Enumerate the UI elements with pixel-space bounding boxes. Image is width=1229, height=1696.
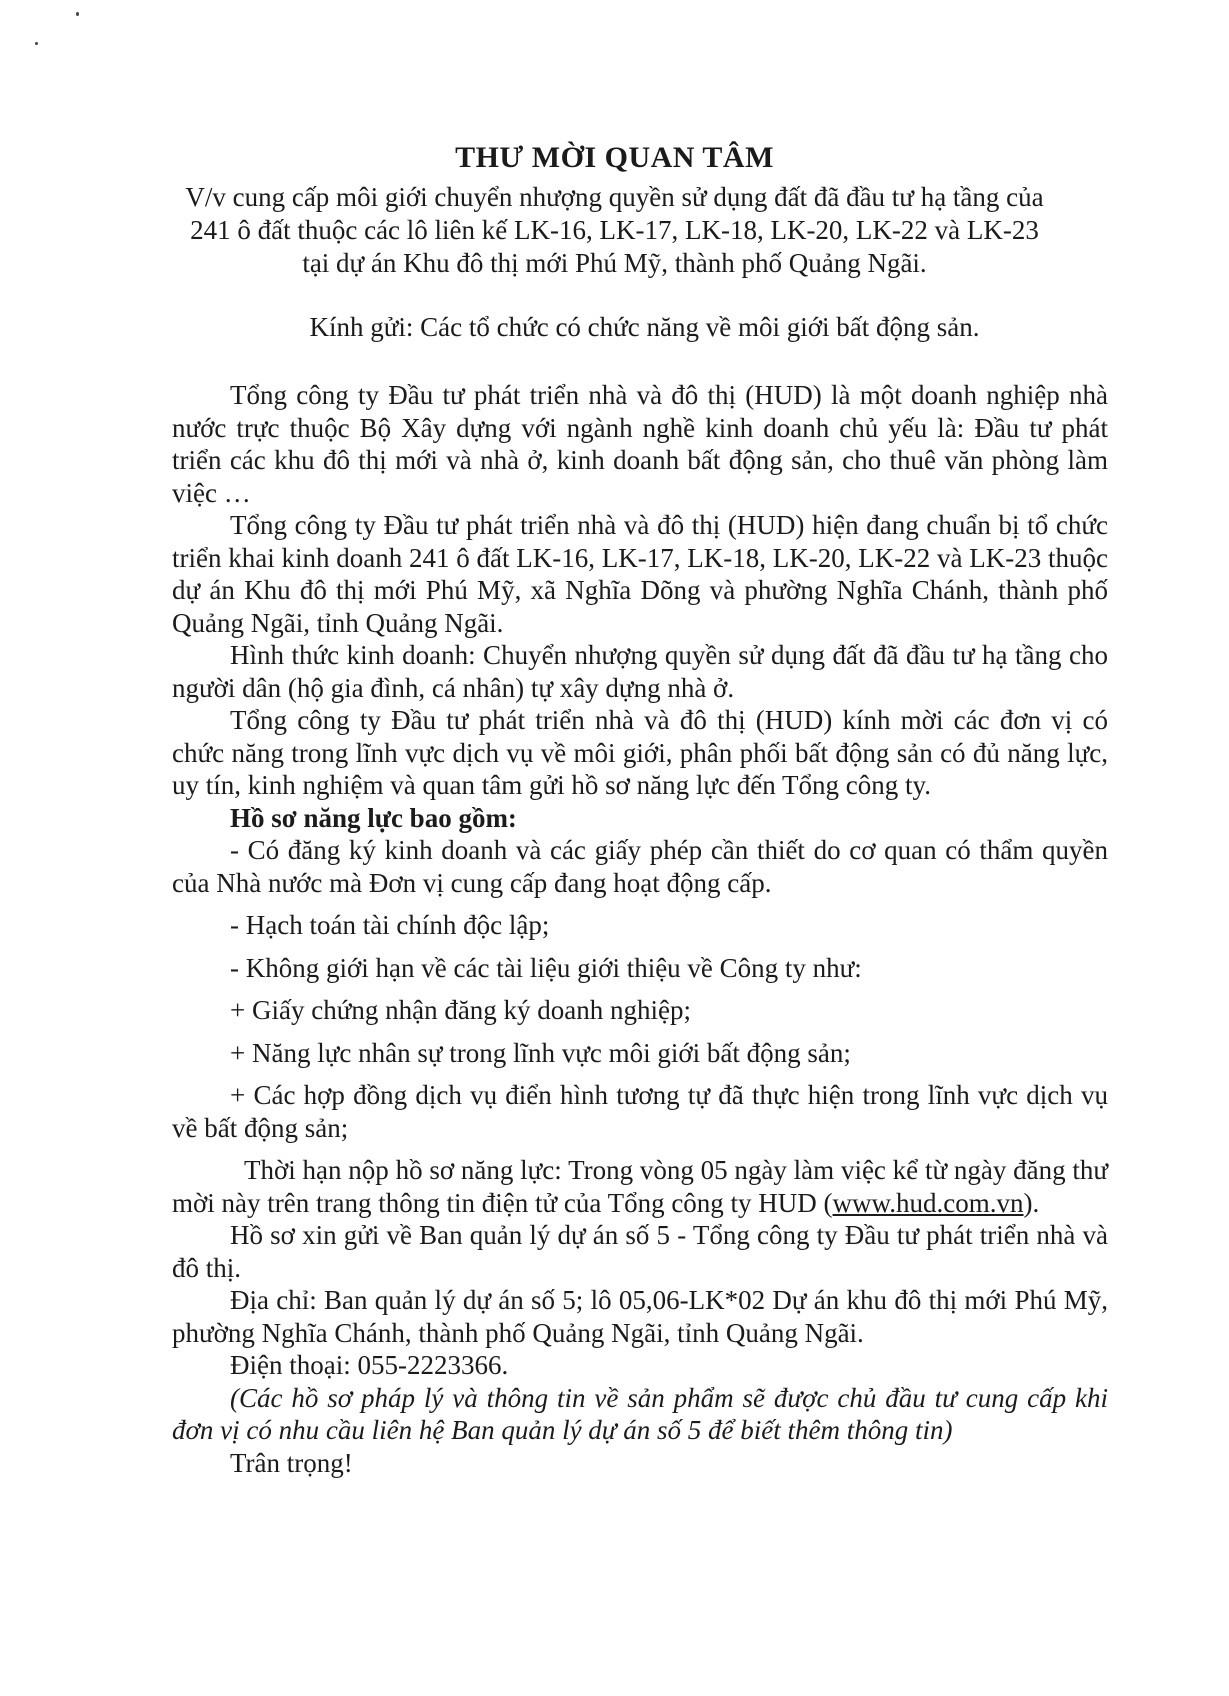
scan-speck: [76, 12, 79, 16]
document-title: THƯ MỜI QUAN TÂM: [455, 141, 774, 174]
phone-paragraph: Điện thoại: 055-2223366.: [230, 1350, 509, 1380]
recipient-line: Kính gửi: Các tổ chức có chức năng về môi giới bất động sản.: [309, 312, 980, 342]
letter-body: [172, 379, 1108, 1479]
address-paragraph: Địa chỉ: Ban quản lý dự án số 5; lô 05,06-LK*02 Dự án khu đô thị mới Phú Mỹ, phường Nghĩa Chánh, thành phố Quảng Ngãi, tỉnh Quảng Ngãi.: [172, 1285, 1108, 1348]
business-form-paragraph: Hình thức kinh doanh: Chuyển nhượng quyền sử dụng đất đã đầu tư hạ tầng cho người dân (hộ gia đình, cá nhân) tự xây dựng nhà ở.: [172, 640, 1108, 703]
subject-line: tại dự án Khu đô thị mới Phú Mỹ, thành phố Quảng Ngãi.: [302, 248, 927, 278]
deadline-end: ).: [1023, 1187, 1040, 1218]
requirement-item: + Giấy chứng nhận đăng ký doanh nghiệp;: [230, 995, 692, 1025]
business-paragraph: Tổng công ty Đầu tư phát triển nhà và đô thị (HUD) hiện đang chuẩn bị tổ chức triển khai kinh doanh 241 ô đất LK-16, LK-17, LK-18, LK-20, LK-22 và LK-23 thuộc dự án Khu đô thị mới Phú Mỹ, xã Nghĩa Dõng và phường Nghĩa Chánh, thành phố Quảng Ngãi, tỉnh Quảng Ngãi.: [172, 510, 1108, 638]
closing-line: Trân trọng!: [230, 1447, 353, 1478]
requirement-item: - Hạch toán tài chính độc lập;: [230, 910, 550, 940]
requirements-heading: Hồ sơ năng lực bao gồm:: [230, 802, 517, 833]
submit-paragraph: Hồ sơ xin gửi về Ban quản lý dự án số 5 - Tổng công ty Đầu tư phát triển nhà và đô thị.: [172, 1220, 1108, 1283]
note-paragraph: (Các hồ sơ pháp lý và thông tin về sản phẩm sẽ được chủ đầu tư cung cấp khi đơn vị có nhu cầu liên hệ Ban quản lý dự án số 5 để biết thêm thông tin): [172, 1382, 1108, 1445]
deadline-paragraph: [172, 1154, 1108, 1219]
requirement-item: - Có đăng ký kinh doanh và các giấy phép cần thiết do cơ quan có thẩm quyền của Nhà nước mà Đơn vị cung cấp đang hoạt động cấp.: [172, 835, 1108, 898]
requirement-item: + Các hợp đồng dịch vụ điển hình tương tự đã thực hiện trong lĩnh vực dịch vụ về bất động sản;: [172, 1080, 1108, 1143]
subject-line: V/v cung cấp môi giới chuyển nhượng quyền sử dụng đất đã đầu tư hạ tầng của: [185, 182, 1044, 212]
scan-speck: [35, 42, 38, 45]
requirement-item: - Không giới hạn về các tài liệu giới thiệu về Công ty như:: [230, 952, 862, 983]
subject-line: 241 ô đất thuộc các lô liên kế LK-16, LK-17, LK-18, LK-20, LK-22 và LK-23: [190, 215, 1039, 245]
website-link[interactable]: www.hud.com.vn: [832, 1187, 1024, 1218]
subject-block: [0, 181, 1229, 280]
requirement-item: + Năng lực nhân sự trong lĩnh vực môi giới bất động sản;: [230, 1037, 851, 1068]
deadline-text: Thời hạn nộp hồ sơ năng lực: Trong vòng 05 ngày làm việc kể từ ngày đăng thư mời này trên trang thông tin điện tử của Tổng công ty HUD (: [172, 1155, 1108, 1218]
invitation-paragraph: Tổng công ty Đầu tư phát triển nhà và đô thị (HUD) kính mời các đơn vị có chức năng trong lĩnh vực dịch vụ về môi giới, phân phối bất động sản có đủ năng lực, uy tín, kinh nghiệm và quan tâm gửi hồ sơ năng lực đến Tổng công ty.: [172, 705, 1108, 800]
intro-paragraph: Tổng công ty Đầu tư phát triển nhà và đô thị (HUD) là một doanh nghiệp nhà nước trực thuộc Bộ Xây dựng với ngành nghề kinh doanh chủ yếu là: Đầu tư phát triển các khu đô thị mới và nhà ở, kinh doanh bất động sản, cho thuê văn phòng làm việc …: [172, 380, 1108, 508]
